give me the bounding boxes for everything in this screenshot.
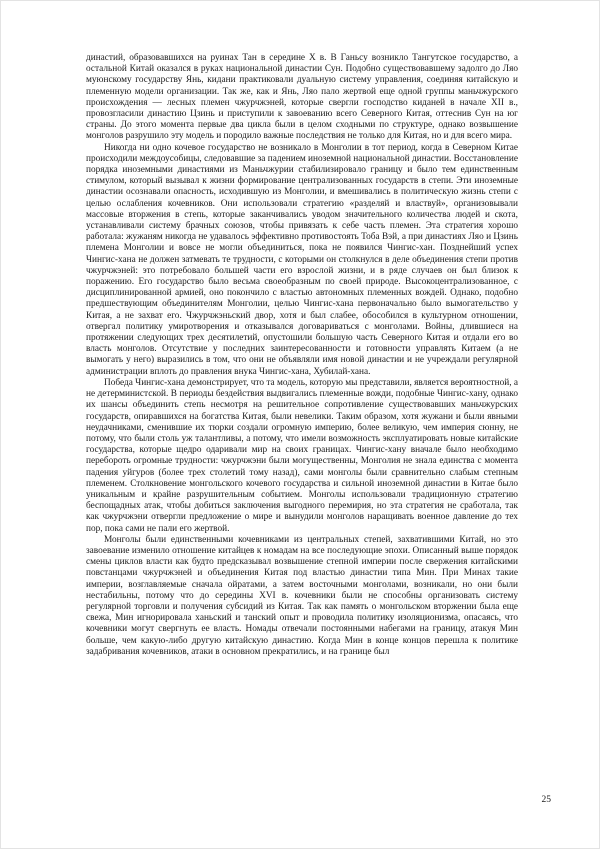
- page-number: 25: [541, 795, 551, 805]
- paragraph: Победа Чингис-хана демонстрирует, что та модель, которую мы представили, является вероятностной, а не детерминистской. В периоды бездействия выдвигались племенные вожди, подобные Чингис-хану, однако их шансы объединить степь несмотря на решительное сопротивление существовавших маньчжурских государств, опиравшихся на богатства Китая, были невелики. Таким образом, хотя жужани и были явными неудачниками, сменившие их тюрки создали огромную империю, более великую, чем империя сюнну, не потому, что были столь уж талантливы, а потому, что имели возможность эксплуатировать новые китайские государства, которые щедро одаривали мир на своих границах. Чингис-хану вначале было необходимо перебороть огромные трудности: чжурчжэни были могущественны, Монголия не знала единства с момента падения уйгуров (более трех столетий тому назад), сами монголы были сравнительно слабым степным племенем. Столкновение монгольского кочевого государства и сильной иноземной династии в Китае было уникальным и крайне разрушительным событием. Монголы использовали традиционную стратегию беспощадных атак, чтобы добиться заключения выгодного перемирия, но эта стратегия не сработала, так как чжурчжэни отвергли предложение о мире и вынудили монголов наращивать военное давление до тех пор, пока сами не пали его жертвой.: [86, 377, 518, 534]
- paragraph-continuation: династий, образовавшихся на руинах Тан в середине X в. В Ганьсу возникло Тангутское государство, а остальной Китай оказался в руках национальной династии Сун. Подобно существовавшему задолго до Ляо муюнскому государству Янь, кидани практиковали дуальную систему управления, соединяя китайскую и племенную модели организации. Так же, как и Янь, Ляо пало жертвой еще одной группы маньчжурского происхождения — лесных племен чжурчжэней, которые свергли господство киданей в начале XII в., провозгласили династию Цзинь и приступили к завоеванию всего Северного Китая, оттеснив Сун на юг страны. До этого момента первые два цикла были в целом сходными по структуре, однако возвышение монголов разрушило эту модель и породило важные последствия не только для Китая, но и для всего мира.: [86, 53, 518, 142]
- paragraph: Монголы были единственными кочевниками из центральных степей, захватившими Китай, но это завоевание изменило отношение китайцев к номадам на все последующие эпохи. Описанный выше порядок смены циклов власти как будто предсказывал возвышение степной империи после свержения китайскими повстанцами чжурчжэней и объединения Китая под властью династии типа Мин. При Минах такие империи, возглавляемые сначала ойратами, а затем восточными монголами, возникали, но они были нестабильны, потому что до середины XVI в. кочевники были не способны организовать систему регулярной торговли и получения субсидий из Китая. Так как память о монгольском вторжении была еще свежа, Мин игнорировала ханьский и танский опыт и проводила политику изоляционизма, опасаясь, что кочевники могут свергнуть ее власть. Номады отвечали постоянными набегами на границу, атакуя Мин больше, чем какую-либо другую китайскую династию. Когда Мин в конце концов перешла к политике задабривания кочевников, атаки в основном прекратились, и на границе был: [86, 534, 518, 657]
- paragraph: Никогда ни одно кочевое государство не возникало в Монголии в тот период, когда в Северном Китае происходили междоусобицы, следовавшие за падением иноземной национальной династии. Восстановление порядка иноземными династиями из Маньчжурии стабилизировало границу и было тем единственным стимулом, который вызывал к жизни формирование централизованных государств в степи. Эти иноземные династии осознавали опасность, исходившую из Монголии, и вмешивались в политическую жизнь степи с целью ослабления кочевников. Они использовали стратегию «разделяй и властвуй», организовывали массовые вторжения в степь, которые заканчивались уводом значительного количества людей и скота, устанавливали систему брачных союзов, чтобы привязать к себе часть племен. Эта стратегия хорошо работала: жужаням никогда не удавалось эффективно противостоять Тоба Вэй, а при династиях Ляо и Цзинь племена Монголии и вовсе не могли объединиться, пока не появился Чингис-хан. Позднейший успех Чингис-хана не должен затмевать те трудности, с которыми он столкнулся в деле объединения степи против чжурчжэней: это потребовало большей части его взрослой жизни, и в ряде случаев он был близок к поражению. Его государство было весьма своеобразным по своей природе. Высокоцентрализованное, с дисциплинированной армией, оно покончило с властью автономных племенных вождей. Однако, подобно предшествующим объединителям Монголии, целью Чингис-хана первоначально было вымогательство у Китая, а не захват его. Чжурчжэньский двор, хотя и был слабее, обособился в культурном отношении, отвергал политику умиротворения и отказывался договариваться с монголами. Войны, длившиеся на протяжении следующих трех десятилетий, опустошили большую часть Северного Китая и отдали его во власть монголов. Отсутствие у последних заинтересованности и готовности управлять Китаем (а не вымогать у него) выразились в том, что они не объявляли имя новой династии и не учреждали регулярной администрации вплоть до правления внука Чингис-хана, Хубилай-хана.: [86, 142, 518, 377]
- body-text: [86, 53, 518, 658]
